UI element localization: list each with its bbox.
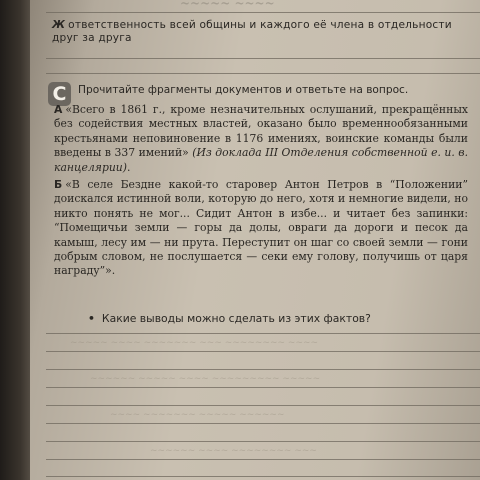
answer-line bbox=[46, 387, 480, 388]
bleed-through-text: ~~~~ ~~~~~~~ ~~~~~ ~~~~~~ bbox=[110, 410, 285, 420]
bleed-through-text: ~~~~~ ~~~~ bbox=[180, 0, 275, 10]
document-fragment-b bbox=[54, 178, 468, 279]
fragment-text: «Всего в 1861 г., кроме незначительных ослушаний, прекращённых без содействия местных властей, оказано было временнообязанными крестьянами неповиновение в 1176 имениях, воинские команды были введены в 337 имений» bbox=[54, 103, 468, 160]
bleed-through-text: ~~~~~~ ~~~~ ~~~~~~~~ ~~~ bbox=[150, 446, 317, 456]
list-item-text: ответственность всей общины и каждого её члена в отдельности друг за друга bbox=[52, 19, 452, 44]
textbook-page bbox=[30, 0, 480, 480]
task-letter: С bbox=[52, 82, 67, 105]
question bbox=[88, 312, 371, 325]
document-fragment-a bbox=[54, 103, 468, 175]
bleed-through-text: ~~~~~ ~~~~ ~~~~~~~ ~~~ ~~~~~~~~ ~~~~ bbox=[70, 338, 319, 348]
list-marker: Ж bbox=[52, 19, 66, 31]
bullet-icon: • bbox=[88, 312, 95, 325]
fragment-label: Б bbox=[54, 178, 63, 191]
fragment-end-punct: . bbox=[126, 160, 131, 174]
bleed-through-text: ~~~~~~ ~~~~~ ~~~~ ~~~~~~~~~ ~~~~~ bbox=[90, 374, 321, 384]
answer-line bbox=[46, 369, 480, 370]
answer-line bbox=[46, 351, 480, 352]
answer-line bbox=[46, 459, 480, 460]
fragment-text: «В селе Бездне какой-то старовер Антон Петров в “Положении” доискался истинной воли, которую до него, хотя и немногие видели, но никто понять не мог... Сидит Антон в избе... и читает без запинки: “Помещичьи земли — горы да долы, овраги да дороги и песок да камыш, лесу им — ни прута. Переступит он шаг со своей земли — гони добрым словом, не послушается — секи ему голову, получишь от царя награду”». bbox=[54, 178, 468, 278]
answer-line bbox=[46, 476, 480, 477]
answer-line bbox=[46, 58, 480, 59]
list-item-zh bbox=[52, 19, 472, 45]
question-text: Какие выводы можно сделать из этих фактов? bbox=[101, 312, 371, 325]
answer-line bbox=[46, 441, 480, 442]
answer-line bbox=[46, 73, 480, 74]
task-instruction: Прочитайте фрагменты документов и ответьте на вопрос. bbox=[78, 84, 409, 96]
answer-line bbox=[46, 423, 480, 424]
answer-line bbox=[46, 333, 480, 334]
answer-line bbox=[46, 405, 480, 406]
book-binding-shadow bbox=[0, 0, 34, 480]
fragment-source: (Из доклада III Отделения собственной е. и. в. канцелярии) bbox=[54, 146, 469, 174]
answer-line bbox=[46, 12, 480, 13]
fragment-label: А bbox=[54, 103, 63, 116]
